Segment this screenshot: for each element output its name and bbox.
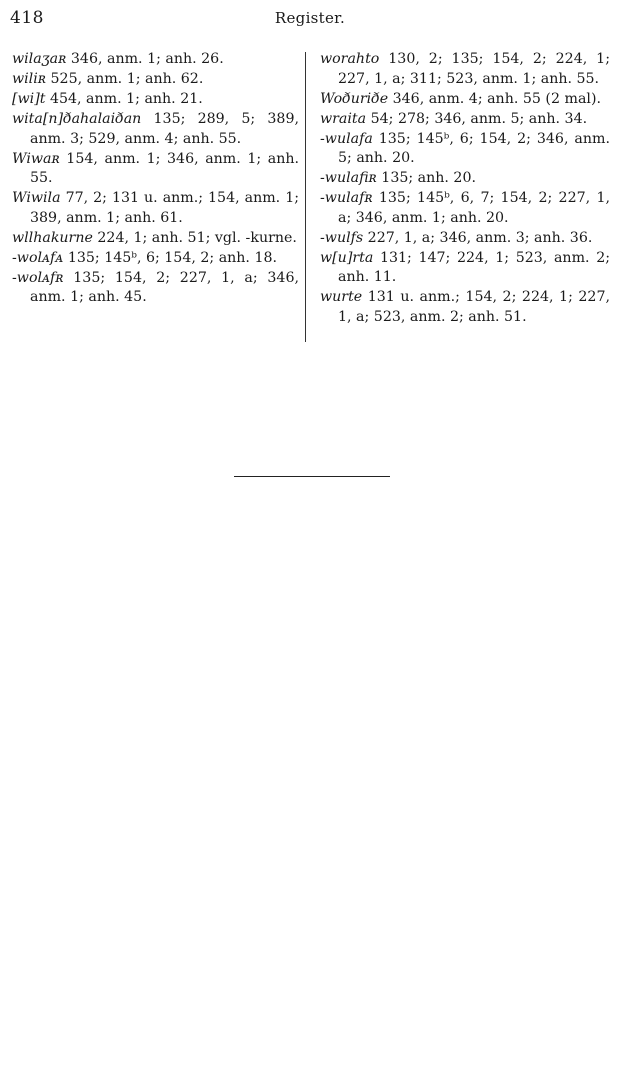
- entry-headword: wurte: [320, 289, 363, 305]
- register-entry: [12, 110, 299, 149]
- entry-headword: wita[n]ðahalaiðan: [12, 111, 142, 127]
- entry-references: 54; 278; 346, anm. 5; anh. 34.: [366, 110, 588, 127]
- register-entry: [12, 249, 299, 269]
- page-number: 418: [10, 8, 44, 28]
- entry-references: 227, 1, a; 346, anm. 3; anh. 36.: [363, 229, 593, 246]
- register-entry: [12, 50, 299, 70]
- entry-headword: wraita: [320, 110, 367, 127]
- entry-headword: Wiwila: [12, 190, 61, 206]
- entry-references: 77, 2; 131 u. anm.; 154, anm. 1; 389, anm. 1; anh. 61.: [30, 190, 299, 226]
- entry-references: 135; 154, 2; 227, 1, a; 346, anm. 1; anh. 45.: [30, 269, 299, 305]
- entry-references: 346, anm. 4; anh. 55 (2 mal).: [388, 90, 601, 107]
- register-entry: [320, 249, 610, 288]
- register-entry: [12, 70, 299, 90]
- entry-headword: Wiwaʀ: [12, 150, 60, 167]
- register-column-left: [12, 50, 299, 308]
- entry-headword: Woðuriðe: [320, 90, 389, 107]
- entry-headword: -wulafiʀ: [320, 170, 377, 186]
- register-entry: [320, 169, 610, 189]
- register-entry: [320, 288, 610, 327]
- column-divider: [305, 52, 306, 342]
- entry-references: 131 u. anm.; 154, 2; 224, 1; 227, 1, a; 523, anm. 2; anh. 51.: [338, 289, 610, 325]
- entry-references: 135; 289, 5; 389, anm. 3; 529, anm. 4; anh. 55.: [30, 111, 299, 147]
- entry-headword: -wulafa: [320, 130, 373, 147]
- entry-references: 224, 1; anh. 51; vgl. -kurne.: [92, 229, 297, 246]
- register-entry: [12, 189, 299, 228]
- entry-headword: -wulafʀ: [320, 190, 373, 206]
- entry-references: 135; anh. 20.: [376, 170, 476, 186]
- register-entry: [320, 130, 610, 169]
- entry-references: 135; 145ᵇ, 6, 7; 154, 2; 227, 1, a; 346, anm. 1; anh. 20.: [338, 190, 610, 226]
- entry-headword: wiliʀ: [12, 71, 47, 87]
- entry-references: 525, anm. 1; anh. 62.: [46, 71, 204, 87]
- entry-references: 154, anm. 1; 346, anm. 1; anh. 55.: [30, 150, 299, 186]
- register-entry: [320, 229, 610, 249]
- entry-headword: wllhakurne: [12, 229, 93, 246]
- end-rule: [234, 476, 390, 477]
- entry-references: 135; 145ᵇ, 6; 154, 2; 346, anm. 5; anh. 20.: [338, 130, 610, 166]
- register-entry: [320, 50, 610, 89]
- entry-references: 454, anm. 1; anh. 21.: [45, 91, 203, 107]
- entry-headword: -wulfs: [320, 229, 364, 246]
- register-entry: [12, 229, 299, 249]
- entry-references: 130, 2; 135; 154, 2; 224, 1; 227, 1, a; 311; 523, anm. 1; anh. 55.: [338, 51, 610, 87]
- entry-headword: -wolᴀfʀ: [12, 269, 64, 286]
- entry-headword: wilaʒaʀ: [12, 51, 67, 67]
- register-entry: [12, 269, 299, 308]
- running-head: Register.: [274, 9, 346, 27]
- register-entry: [12, 150, 299, 189]
- register-entry: [320, 189, 610, 228]
- entry-headword: [wi]t: [12, 91, 46, 107]
- entry-headword: w[u]rta: [320, 249, 374, 266]
- entry-headword: worahto: [320, 51, 380, 67]
- register-entry: [12, 90, 299, 110]
- entry-references: 135; 145ᵇ, 6; 154, 2; anh. 18.: [63, 249, 278, 266]
- entry-references: 131; 147; 224, 1; 523, anm. 2; anh. 11.: [338, 249, 610, 285]
- register-column-right: [320, 50, 610, 328]
- entry-references: 346, anm. 1; anh. 26.: [66, 51, 224, 67]
- register-entry: [320, 90, 610, 110]
- register-entry: [320, 110, 610, 130]
- entry-headword: -wolᴀfᴀ: [12, 249, 64, 266]
